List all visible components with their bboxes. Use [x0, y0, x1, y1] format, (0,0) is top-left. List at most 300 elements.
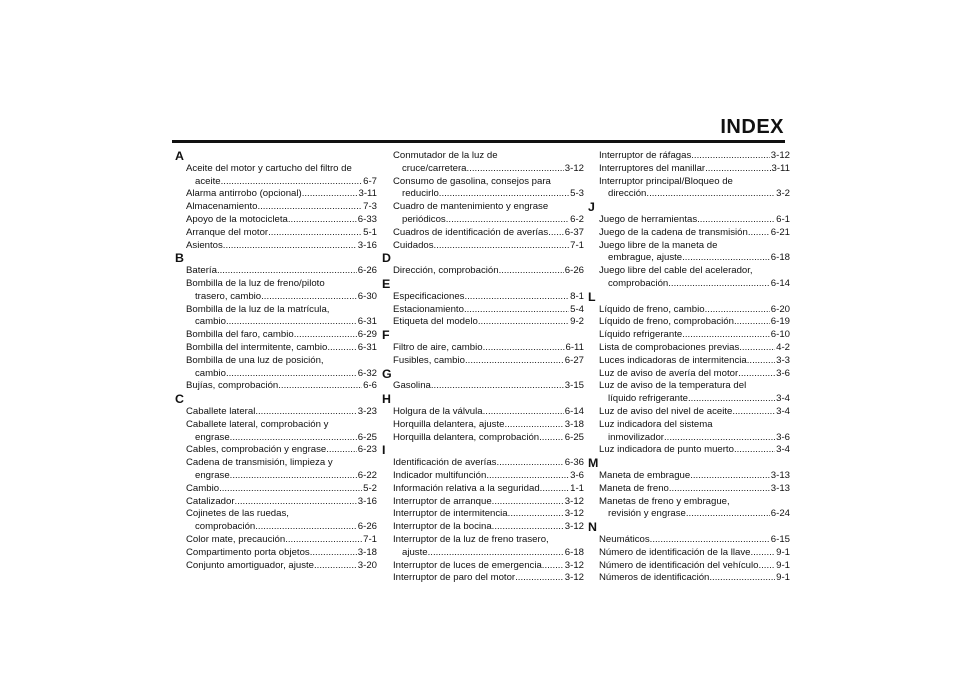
index-entry — [590, 380, 790, 406]
index-entry-text: Luz indicadora de punto muerto — [599, 444, 734, 456]
index-entry — [384, 572, 584, 585]
index-entry-line — [590, 496, 790, 509]
index-entry-text: Interruptores del manillar — [599, 162, 706, 174]
index-entry-text: Líquido de freno, cambio — [599, 303, 705, 315]
index-entry-line — [384, 342, 584, 355]
dot-leader — [486, 470, 569, 483]
index-letter-heading: G — [382, 366, 392, 381]
index-entry-line — [590, 406, 790, 419]
index-entry — [384, 406, 584, 419]
index-entry-line — [384, 496, 584, 509]
dot-leader — [230, 432, 357, 445]
index-entry-line — [384, 508, 584, 521]
index-entry-text: Interruptor de ráfagas — [599, 150, 692, 161]
index-entry — [590, 368, 790, 381]
index-entry-text: Manetas de freno y embrague, — [599, 495, 730, 507]
index-entry-text: Especificaciones — [393, 290, 465, 302]
index-entry — [177, 444, 377, 457]
index-letter-heading: E — [382, 276, 391, 291]
index-entry-text: inmovilizador — [608, 431, 664, 443]
dot-leader — [682, 329, 770, 342]
index-entry-line — [590, 368, 790, 381]
dot-leader — [682, 252, 770, 265]
index-entry-line — [177, 176, 377, 189]
dot-leader — [738, 368, 775, 381]
index-entry-text: Catalizador — [186, 495, 235, 507]
dot-leader — [326, 444, 357, 457]
index-entry — [590, 316, 790, 329]
index-page-number: 3-2 — [776, 188, 790, 200]
dot-leader — [226, 316, 357, 329]
index-page-number: 6-31 — [357, 341, 377, 353]
index-entry — [590, 572, 790, 585]
index-page-number: 6-23 — [357, 444, 377, 456]
index-letter-heading: N — [588, 520, 597, 535]
index-entry-text: Alarma antirrobo (opcional) — [186, 188, 302, 200]
dot-leader — [705, 163, 770, 176]
index-column-1 — [177, 150, 377, 572]
index-page-number: 3-3 — [776, 354, 790, 366]
index-page-number: 6-18 — [770, 252, 790, 264]
dot-leader — [732, 406, 775, 419]
index-entry-text: Interruptor de luces de emergencia — [393, 559, 542, 571]
index-entry-line — [590, 214, 790, 227]
index-entry-text: Indicador multifunción — [393, 469, 487, 481]
index-entry-line — [384, 380, 584, 393]
index-entry-line — [590, 547, 790, 560]
index-entry-line — [384, 227, 584, 240]
index-entry — [177, 496, 377, 509]
index-entry-text: Etiqueta del modelo — [393, 316, 478, 328]
index-entry-line — [384, 304, 584, 317]
index-entry — [590, 240, 790, 266]
dot-leader — [504, 419, 563, 432]
index-page-number: 9-1 — [776, 546, 790, 558]
index-entry-text: Bombilla de la luz de la matrícula, — [186, 303, 330, 315]
index-page-number: 6-14 — [770, 277, 790, 289]
index-entry-line — [590, 560, 790, 573]
index-entry — [384, 534, 584, 560]
index-entry-line — [177, 329, 377, 342]
index-entry — [590, 406, 790, 419]
index-entry-line — [177, 278, 377, 291]
index-entry-text: Líquido refrigerante — [599, 329, 683, 341]
index-entry-line — [177, 355, 377, 368]
index-entry-text: Luz de aviso de avería del motor — [599, 367, 739, 379]
index-entry-text: ajuste — [402, 546, 428, 558]
index-entry-text: Bujías, comprobación — [186, 380, 279, 392]
index-entry-text: revisión y engrase — [608, 508, 686, 520]
index-entry — [590, 342, 790, 355]
index-page-number: 3-23 — [357, 405, 377, 417]
index-entry-line — [177, 470, 377, 483]
index-page-number: 3-4 — [776, 405, 790, 417]
index-entry-text: reducirlo — [402, 188, 439, 200]
index-entry-text: Luz de aviso de la temperatura del — [599, 380, 747, 392]
index-letter-heading: C — [175, 392, 184, 407]
index-entry-text: comprobación — [608, 277, 669, 289]
index-entry-text: Bombilla del faro, cambio — [186, 329, 294, 341]
index-page-number: 3-15 — [564, 380, 584, 392]
index-entry-text: Bombilla de la luz de freno/piloto — [186, 277, 325, 289]
dot-leader — [650, 534, 770, 547]
index-entry-line — [177, 547, 377, 560]
index-entry-text: Neumáticos — [599, 533, 650, 545]
index-page-number: 3-11 — [771, 162, 790, 174]
dot-leader — [690, 470, 770, 483]
index-page-number: 3-18 — [564, 418, 584, 430]
index-page-number: 5-2 — [363, 482, 377, 494]
index-page-number: 6-10 — [770, 329, 790, 341]
index-page-number: 3-13 — [770, 469, 790, 481]
index-entry-line — [177, 201, 377, 214]
index-page-number: 6-11 — [565, 341, 584, 353]
index-page-number: 3-13 — [770, 482, 790, 494]
index-page-number: 6-21 — [770, 226, 790, 238]
index-page-number: 3-16 — [357, 239, 377, 251]
dot-leader — [302, 188, 358, 201]
index-entry-text: Cuadro de mantenimiento y engrase — [393, 201, 549, 213]
index-entry-text: comprobación — [195, 521, 256, 533]
index-entry — [177, 329, 377, 342]
index-entry-text: Juego libre de la maneta de — [599, 239, 718, 251]
index-entry-line — [384, 572, 584, 585]
index-entry-text: Interruptor de paro del motor — [393, 572, 516, 584]
dot-leader — [492, 496, 564, 509]
index-entry-text: Consumo de gasolina, consejos para — [393, 175, 551, 187]
index-page-number: 3-6 — [776, 431, 790, 443]
index-page-number: 6-15 — [770, 533, 790, 545]
index-entry — [384, 265, 584, 278]
index-entry-line — [177, 483, 377, 496]
index-entry-line — [590, 265, 790, 278]
dot-leader — [697, 214, 775, 227]
index-letter-heading: B — [175, 251, 184, 266]
index-entry-text: Bombilla de una luz de posición, — [186, 354, 324, 366]
index-entry-line — [590, 355, 790, 368]
index-entry-line — [384, 483, 584, 496]
index-entry — [177, 342, 377, 355]
title-rule — [172, 140, 785, 143]
index-page-number: 3-16 — [357, 495, 377, 507]
index-entry-text: Almacenamiento — [186, 201, 258, 213]
index-entry-text: líquido refrigerante — [608, 393, 688, 405]
index-entry-line — [177, 496, 377, 509]
index-page-number: 6-19 — [770, 316, 790, 328]
index-entry-text: Holgura de la válvula — [393, 405, 483, 417]
dot-leader — [709, 572, 775, 585]
dot-leader — [310, 547, 357, 560]
index-entry — [590, 214, 790, 227]
dot-leader — [758, 560, 775, 573]
index-page-number: 3-12 — [564, 495, 584, 507]
index-entry-text: embrague, ajuste — [608, 252, 683, 264]
index-entry — [177, 163, 377, 189]
index-entry-text: Filtro de aire, cambio — [393, 341, 483, 353]
index-page-number: 6-33 — [357, 213, 377, 225]
index-entry-text: engrase — [195, 431, 230, 443]
dot-leader — [734, 444, 775, 457]
index-page-number: 6-32 — [357, 367, 377, 379]
index-page-number: 3-4 — [776, 393, 790, 405]
index-entry-line — [177, 432, 377, 445]
dot-leader — [255, 406, 356, 419]
dot-leader — [223, 240, 357, 253]
dot-leader — [669, 483, 770, 496]
index-page-number: 6-7 — [363, 175, 377, 187]
index-entry-line — [177, 265, 377, 278]
index-entry-text: cruce/carretera — [402, 162, 467, 174]
dot-leader — [688, 393, 775, 406]
index-entry-line — [384, 355, 584, 368]
index-entry-line — [590, 470, 790, 483]
index-page-number: 1-1 — [570, 482, 584, 494]
index-entry-line — [590, 240, 790, 253]
index-entry — [384, 291, 584, 304]
index-entry — [177, 419, 377, 445]
index-page-number: 6-25 — [357, 431, 377, 443]
index-entry — [590, 470, 790, 483]
index-page-number: 3-12 — [564, 572, 584, 584]
index-entry-line — [590, 188, 790, 201]
index-entry-text: Conmutador de la luz de — [393, 150, 498, 161]
index-page-number: 5-3 — [570, 188, 584, 200]
index-page-number: 6-29 — [357, 329, 377, 341]
index-entry-text: aceite — [195, 175, 221, 187]
index-entry — [384, 521, 584, 534]
index-entry — [384, 457, 584, 470]
index-entry-line — [590, 278, 790, 291]
index-entry-line — [177, 163, 377, 176]
index-page-number: 7-3 — [363, 201, 377, 213]
index-entry — [177, 560, 377, 573]
index-entry-line — [177, 240, 377, 253]
index-page-number: 6-31 — [357, 316, 377, 328]
dot-leader — [294, 329, 357, 342]
index-page-number: 7-1 — [363, 533, 377, 545]
index-entry-line — [384, 188, 584, 201]
index-entry-text: Dirección, comprobación — [393, 265, 499, 277]
dot-leader — [235, 496, 357, 509]
index-entry — [177, 457, 377, 483]
dot-leader — [226, 368, 357, 381]
index-entry-text: Juego de la cadena de transmisión — [599, 226, 748, 238]
index-entry-line — [384, 470, 584, 483]
page-title: INDEX — [720, 116, 784, 138]
index-entry — [590, 265, 790, 291]
dot-leader — [750, 547, 775, 560]
dot-leader — [278, 380, 362, 393]
index-page-number: 3-12 — [564, 559, 584, 571]
index-entry-text: Información relativa a la seguridad — [393, 482, 540, 494]
index-entry-text: Cadena de transmisión, limpieza y — [186, 457, 333, 469]
index-entry-text: Cuadros de identificación de averías — [393, 226, 549, 238]
index-entry-line — [177, 316, 377, 329]
index-entry-text: Gasolina — [393, 380, 431, 392]
dot-leader — [464, 304, 569, 317]
dot-leader — [508, 508, 564, 521]
index-entry-line — [590, 342, 790, 355]
index-entry-line — [177, 368, 377, 381]
index-entry — [384, 419, 584, 432]
index-letter-heading: H — [382, 392, 391, 407]
dot-leader — [257, 201, 362, 214]
index-entry — [384, 380, 584, 393]
index-entry-line — [590, 163, 790, 176]
dot-leader — [465, 355, 564, 368]
index-entry-text: Aceite del motor y cartucho del filtro de — [186, 162, 352, 174]
index-column-3 — [590, 150, 790, 585]
index-entry — [590, 560, 790, 573]
index-entry-text: Conjunto amortiguador, ajuste — [186, 559, 314, 571]
index-entry — [177, 304, 377, 330]
index-entry — [177, 508, 377, 534]
index-page-number: 8-1 — [570, 290, 584, 302]
index-entry-line — [590, 419, 790, 432]
index-entry-line — [590, 316, 790, 329]
dot-leader — [515, 572, 564, 585]
dot-leader — [739, 342, 775, 355]
index-entry-text: Juego de herramientas — [599, 213, 698, 225]
dot-leader — [261, 291, 357, 304]
index-entry-text: periódicos — [402, 213, 446, 225]
index-page-number: 6-2 — [570, 213, 584, 225]
dot-leader — [428, 547, 564, 560]
index-entry-line — [590, 508, 790, 521]
index-entry-line — [384, 201, 584, 214]
index-entry-line — [177, 291, 377, 304]
dot-leader — [686, 508, 770, 521]
index-entry-text: Interruptor de arranque — [393, 495, 492, 507]
index-entry-text: Compartimento porta objetos — [186, 546, 310, 558]
index-entry-line — [384, 457, 584, 470]
index-page-number: 6-14 — [564, 405, 584, 417]
index-entry-line — [590, 150, 790, 163]
dot-leader — [747, 355, 775, 368]
index-entry — [590, 496, 790, 522]
index-entry — [384, 508, 584, 521]
index-entry-line — [384, 240, 584, 253]
index-page-number: 9-2 — [570, 316, 584, 328]
index-entry-line — [384, 265, 584, 278]
index-entry-line — [590, 444, 790, 457]
index-page-number: 5-4 — [570, 303, 584, 315]
index-entry-text: Cojinetes de las ruedas, — [186, 508, 289, 520]
index-page-number: 3-12 — [564, 162, 584, 174]
index-letter-heading: A — [175, 149, 184, 163]
index-page-number: 3-20 — [357, 559, 377, 571]
index-entry-line — [384, 534, 584, 547]
index-entry-text: Caballete lateral, comprobación y — [186, 418, 329, 430]
index-entry-text: Luces indicadoras de intermitencia — [599, 354, 747, 366]
index-entry — [590, 444, 790, 457]
index-page-number: 6-26 — [357, 265, 377, 277]
index-entry — [177, 547, 377, 560]
index-entry-line — [590, 572, 790, 585]
index-entry — [177, 188, 377, 201]
index-entry-text: Interruptor de intermitencia — [393, 508, 508, 520]
index-entry-line — [177, 534, 377, 547]
dot-leader — [439, 188, 569, 201]
index-entry-text: Arranque del motor — [186, 226, 269, 238]
index-entry-line — [177, 380, 377, 393]
index-entry — [384, 240, 584, 253]
index-page-number: 6-30 — [357, 290, 377, 302]
dot-leader — [668, 278, 770, 291]
index-page-number: 3-4 — [776, 444, 790, 456]
index-page-number: 6-25 — [564, 431, 584, 443]
index-letter-heading: M — [588, 456, 599, 471]
index-letter-heading: L — [588, 289, 596, 304]
index-entry — [384, 176, 584, 202]
dot-leader — [268, 227, 362, 240]
index-entry-text: Maneta de freno — [599, 482, 669, 494]
index-entry-line — [384, 291, 584, 304]
index-column-2 — [384, 150, 584, 585]
index-page-number: 3-18 — [357, 546, 377, 558]
dot-leader — [285, 534, 362, 547]
index-entry-line — [384, 406, 584, 419]
index-entry — [384, 227, 584, 240]
index-entry — [590, 227, 790, 240]
dot-leader — [255, 521, 357, 534]
index-entry — [177, 355, 377, 381]
index-entry-text: Bombilla del intermitente, cambio — [186, 341, 328, 353]
dot-leader — [483, 342, 565, 355]
dot-leader — [467, 163, 564, 176]
index-entry — [384, 150, 584, 176]
index-entry — [590, 483, 790, 496]
dot-leader — [219, 483, 362, 496]
index-entry-line — [177, 457, 377, 470]
dot-leader — [496, 457, 563, 470]
index-entry — [177, 406, 377, 419]
index-page-number: 6-26 — [564, 265, 584, 277]
index-entry-text: Maneta de embrague — [599, 469, 691, 481]
index-entry-text: Batería — [186, 265, 217, 277]
index-entry-line — [177, 214, 377, 227]
dot-leader — [327, 342, 356, 355]
dot-leader — [664, 432, 775, 445]
index-entry-line — [590, 329, 790, 342]
index-page-number: 3-12 — [564, 508, 584, 520]
index-entry-line — [384, 432, 584, 445]
index-entry-line — [177, 342, 377, 355]
index-entry-text: Horquilla delantera, ajuste — [393, 418, 505, 430]
index-letter-heading: D — [382, 251, 391, 266]
dot-leader — [464, 291, 569, 304]
index-entry-line — [177, 406, 377, 419]
index-entry — [384, 316, 584, 329]
index-entry-line — [590, 483, 790, 496]
index-entry — [590, 419, 790, 445]
index-entry — [590, 304, 790, 317]
index-entry-line — [590, 252, 790, 265]
index-entry-line — [590, 227, 790, 240]
index-entry-text: Interruptor de la luz de freno trasero, — [393, 533, 549, 545]
dot-leader — [705, 304, 770, 317]
index-entry — [177, 240, 377, 253]
index-entry-text: Asientos — [186, 239, 223, 251]
index-page-number: 6-24 — [770, 508, 790, 520]
index-page-number: 3-12 — [770, 150, 790, 161]
index-entry — [384, 355, 584, 368]
index-entry — [590, 329, 790, 342]
index-entry — [590, 547, 790, 560]
index-entry-line — [177, 227, 377, 240]
index-entry-text: Número de identificación del vehículo — [599, 559, 759, 571]
index-entry — [177, 483, 377, 496]
